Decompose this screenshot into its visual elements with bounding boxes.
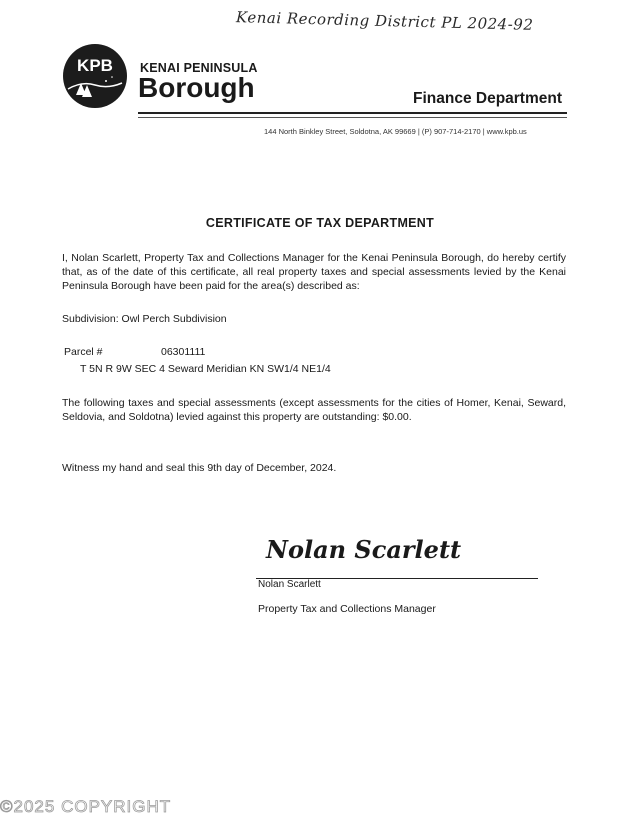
letterhead-rule-thin (138, 117, 567, 118)
signature: Nolan Scarlett (266, 535, 462, 564)
certificate-title: CERTIFICATE OF TAX DEPARTMENT (205, 216, 435, 230)
letterhead-rule-thick (138, 112, 567, 114)
signer-name: Nolan Scarlett (258, 579, 321, 590)
parcel-number: 06301111 (161, 346, 206, 358)
department-name: Finance Department (413, 90, 563, 107)
witness-line: Witness my hand and seal this 9th day of December, 2024. (62, 462, 337, 474)
handwritten-recording-note: Kenai Recording District PL 2024-92 (235, 8, 534, 34)
copyright-watermark: ©2025 COPYRIGHT (0, 797, 172, 816)
legal-description: T 5N R 9W SEC 4 Seward Meridian KN SW1/4 NE1/4 (80, 363, 331, 375)
outstanding-statement: The following taxes and special assessments (except assessments for the cities of Homer, Kenai, Seward, Seldovia, and Soldotna) levied against this property are outstanding: $0.00. (62, 397, 566, 423)
kpb-logo-icon (62, 43, 128, 109)
subdivision-line: Subdivision: Owl Perch Subdivision (62, 313, 227, 325)
parcel-label: Parcel # (64, 346, 103, 358)
letterhead-address: 144 North Binkley Street, Soldotna, AK 99669 | (P) 907-714-2170 | www.kpb.us (264, 127, 527, 136)
logo-text: KPB (77, 56, 113, 75)
org-name-line2: Borough (138, 72, 255, 103)
signer-title: Property Tax and Collections Manager (258, 603, 436, 615)
org-name-line1: KENAI PENINSULA (140, 61, 258, 75)
certificate-intro: I, Nolan Scarlett, Property Tax and Collections Manager for the Kenai Peninsula Borough, do hereby certify that, as of the date of this certificate, all real property taxes and special assessments levied by the Kenai Peninsula Borough have been paid for the area(s) described as: (62, 252, 566, 292)
